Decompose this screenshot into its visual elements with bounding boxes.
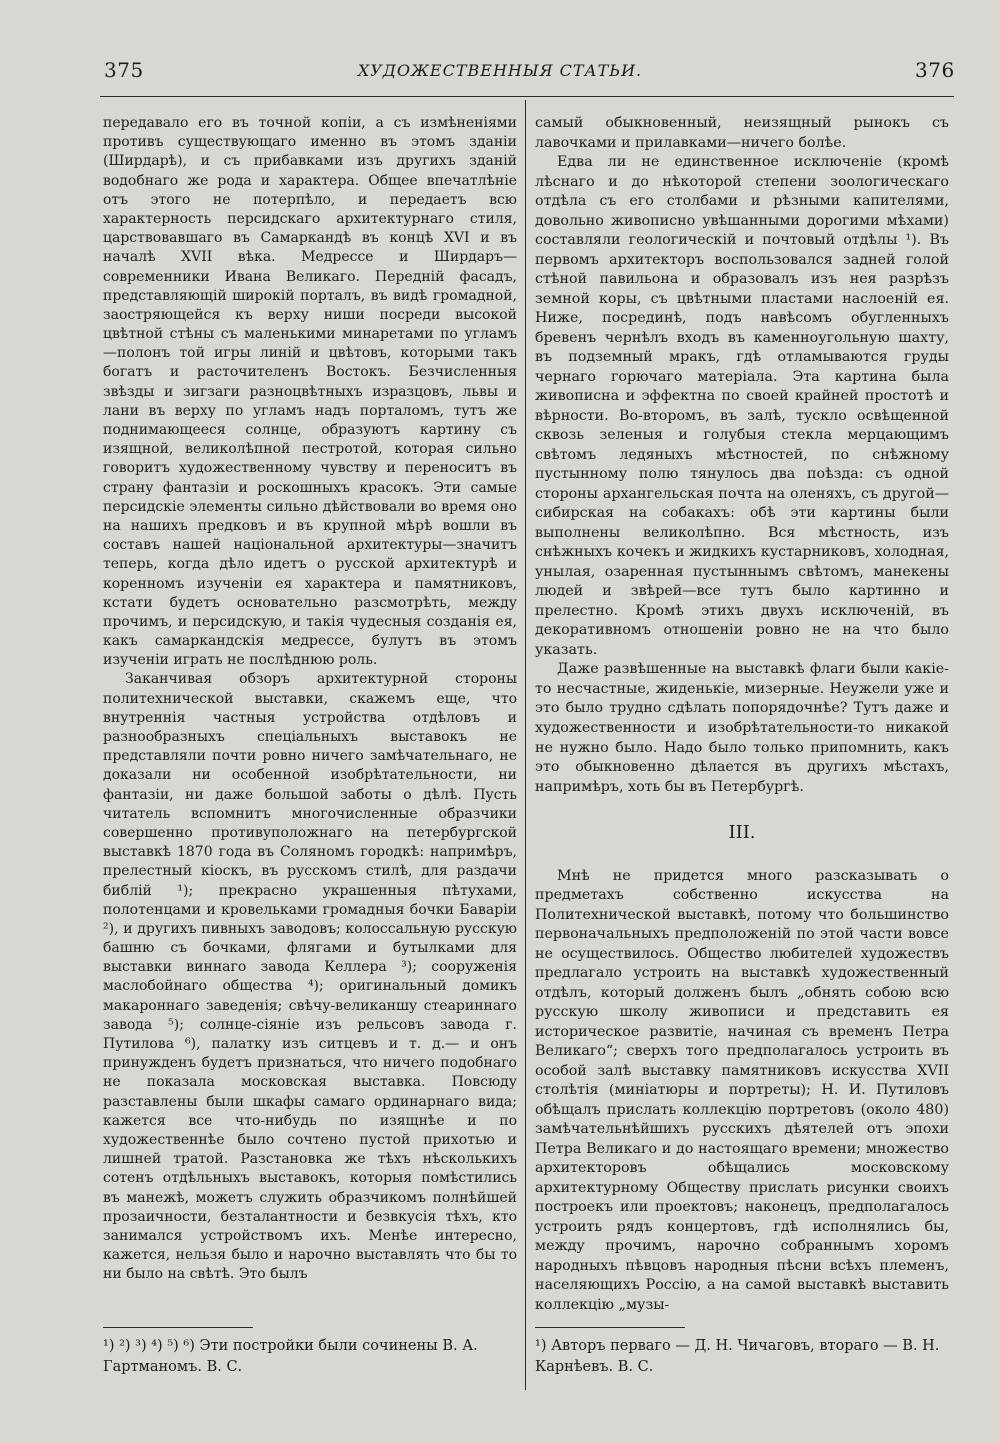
paragraph: Мнѣ не придется много разсказывать о предметахъ собственно искусства на Политехнической выставкѣ, потому что большинство первоначальныхъ предположеній по этой части вовсе не осуществилось. Общество любителей художествъ предлагало устроить на выставкѣ художественный отдѣлъ, который долженъ былъ „обнять собою всю русскую школу живописи и представить ея историческое развитіе, начиная съ временъ Петра Великаго“; сверхъ того предполагалось устроить въ особой залѣ выставку памятниковъ искусства XVII столѣтія (миніатюры и портреты); Н. И. Путиловъ обѣщалъ прислать коллекцію портретовъ (около 480) замѣчательнѣйшихъ русскихъ дѣятелей отъ эпохи Петра Великаго и до настоящаго времени; множество архитекторовъ обѣщались московскому архитектурному Обществу прислать рисунки своихъ построекъ или проектовъ; наконецъ, предполагалось устроить рядъ концертовъ, гдѣ исполнялись бы, между прочимъ, нарочно собраннымъ хоромъ народныхъ пѣвцовъ народныя пѣсни всѣхъ племенъ, населяющихъ Россію, а на самой выставкѣ выставить коллекцію „музы- bbox=[535, 867, 949, 1313]
column-divider bbox=[525, 100, 526, 1390]
footnote-right: ¹) Авторъ перваго — Д. Н. Чичаговъ, втораго — В. Н. Карнѣевъ. В. С. bbox=[535, 1338, 940, 1375]
paragraph: передавало его въ точной копіи, а съ измѣненіями противъ существующаго именно въ этомъ зданіи (Ширдарѣ), и съ прибавками изъ другихъ зданій водобнаго же рода и характера. Общее впечатлѣніе отъ этого не потерпѣло, и передаетъ всю характерность персидскаго архитектурнаго стиля, царствовавшаго въ Самаркандѣ въ концѣ XVI и въ началѣ XVII вѣка. Медрессе и Ширдаръ—современники Ивана Великаго. Передній фасадъ, представляющій широкій порталъ, въ видѣ громадной, заостряющейся къ верху ниши посреди высокой цвѣтной стѣны съ маленькими минаретами по угламъ—полонъ той игры линій и цвѣтовъ, которыми такъ богатъ и расточителенъ Востокъ. Безчисленныя звѣзды и зигзаги разноцвѣтныхъ изразцовъ, львы и лани въ верху по угламъ надъ порталомъ, тутъ же поднимающееся солнце, образуютъ картину съ изящной, великолѣпной пестротой, которая сильно говоритъ художественному чувству и переноситъ въ страну фантазіи и роскошныхъ красокъ. Эти самые персидскіе элементы сильно дѣйствовали во время оно на нашихъ предковъ и въ крупной мѣрѣ вошли въ составъ нашей національной архитектуры—значитъ теперь, когда дѣло идетъ о русской архитектурѣ и коренномъ изученіи ея характера и памятниковъ, кстати будетъ основательно разсмотрѣть, между прочимъ, и персидскую, и такія чудесныя созданія ея, какъ самаркандскія медрессе, булутъ въ этомъ изученіи играть не послѣднюю роль. bbox=[103, 115, 517, 669]
footnote-left: ¹) ²) ³) ⁴) ⁵) ⁶) Эти постройки были сочинены В. А. Гартманомъ. В. С. bbox=[103, 1338, 478, 1375]
right-column bbox=[535, 114, 949, 1315]
left-column bbox=[103, 114, 517, 1284]
paragraph: Даже развѣшенные на выставкѣ флаги были какіе-то несчастные, жиденькіе, мизерные. Неужели уже и это было трудно сдѣлать попорядочнѣе? Тутъ даже и художественности и изобрѣтательности-то никакой не нужно было. Надо было только припомнить, какъ это обыкновенно дѣлается въ другихъ мѣстахъ, напримѣръ, хоть бы въ Петербургѣ. bbox=[535, 661, 949, 795]
header-rule bbox=[100, 96, 954, 97]
running-title: ХУДОЖЕСТВЕННЫЯ СТАТЬИ. bbox=[357, 61, 643, 80]
page-number-right: 376 bbox=[915, 58, 955, 82]
page-number-left: 375 bbox=[104, 58, 144, 82]
footnote-rule-right bbox=[535, 1327, 685, 1328]
paragraph: Едва ли не единственное исключеніе (кромѣ лѣснаго и до нѣкоторой степени зоологическаго отдѣла съ его столбами и рѣзными капителями, довольно живописно увѣшанными дорогими мѣхами) составляли геологическій и почтовый отдѣлы ¹). Въ первомъ архитекторъ воспользовался задней голой стѣной павильона и образовалъ изъ нея разрѣзъ земной коры, съ цвѣтными пластами наслоеній ея. Ниже, посрединѣ, подъ навѣсомъ обугленныхъ бревенъ чернѣлъ входъ въ каменноугольную шахту, въ подземный мракъ, гдѣ отламываются груды чернаго горючаго матеріала. Эта картина была живописна и эффектна по своей крайней простотѣ и вѣрности. Во-второмъ, въ залѣ, тускло освѣщенной сквозь зеленыя и голубыя стекла мерцающимъ свѣтомъ ледяныхъ мѣстностей, по снѣжному пустынному полю тянулось два поѣзда: съ одной стороны архангельская почта на оленяхъ, съ другой— сибирская на собакахъ: обѣ эти картины были выполнены великолѣпно. Вся мѣстность, изъ снѣжныхъ кочекъ и жидкихъ кустарниковъ, холодная, унылая, озаренная пустыннымъ свѣтомъ, манекены людей и звѣрей—все тутъ было картинно и прелестно. Кромѣ этихъ двухъ исключеній, въ декоративномъ отношеніи ровно не на что было указать. bbox=[535, 154, 949, 658]
paragraph: Заканчивая обзоръ архитектурной стороны политехнической выставки, скажемъ еще, что внутреннія частныя устройства отдѣловъ и разнообразныхъ спеціальныхъ выставокъ не представляли почти ровно ничего замѣчательнаго, не доказали ни особенной изобрѣтательности, ни фантазіи, ни даже большой заботы о дѣлѣ. Пусть читатель вспомнитъ многочисленные образчики совершенно противуположнаго на петербургской выставкѣ 1870 года въ Соляномъ городкѣ: напримѣръ, прелестный кіоскъ, въ русскомъ стилѣ, для раздачи библій ¹); прекрасно украшенныя пѣтухами, полотенцами и кровельками громадныя бочки Баваріи ²), и другихъ пивныхъ заводовъ; колоссальную русскую башню съ бочками, флягами и бутылками для выставки виннаго завода Келлера ³); сооруженія маслобойнаго общества ⁴); оригинальный домикъ макароннаго заведенія; свѣчу-великаншу стеариннаго завода ⁵); солнце-сіяніе изъ рельсовъ завода г. Путилова ⁶), палатку изъ ситцевъ и т. д.— и онъ принужденъ будетъ признаться, что ничего подобнаго не показала московская выставка. Повсюду разставлены были шкафы самаго ординарнаго вида; кажется все что-нибудь по изящнѣе и по художественнѣе было сочтено пустой прихотью и лишней тратой. Разстановка же тѣхъ нѣсколькихъ сотенъ отдѣльныхъ выставокъ, которыя помѣстились въ манежѣ, можетъ служить образчикомъ полнѣйшей прозаичности, безталантности и безвкусія тѣхъ, кто занимался устройствомъ ихъ. Менѣе интересно, кажется, нельзя было и нарочно выставлять что бы то ни было на свѣтѣ. Это былъ bbox=[103, 671, 517, 1283]
paragraph: самый обыкновенный, неизящный рынокъ съ лавочками и прилавками—ничего болѣе. bbox=[535, 115, 949, 151]
footnote-rule-left bbox=[103, 1327, 253, 1328]
section-heading: III. bbox=[728, 822, 756, 844]
